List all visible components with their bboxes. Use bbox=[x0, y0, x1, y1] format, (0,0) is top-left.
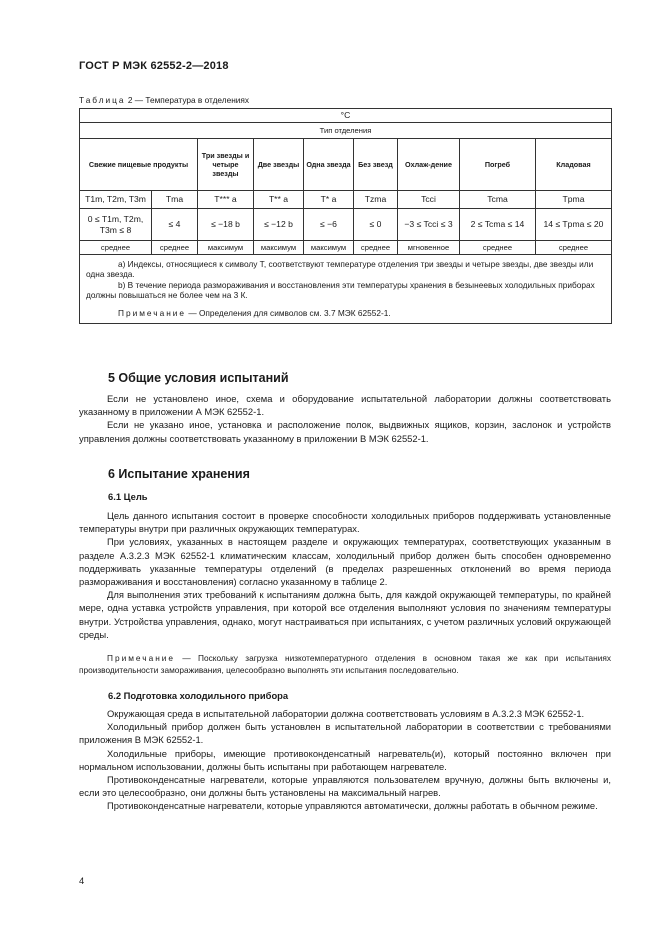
table-note-text: — Определения для символов см. 3.7 МЭК 62552-1. bbox=[186, 308, 391, 319]
table-unit: °C bbox=[80, 109, 612, 123]
table-group-header: Тип отделения bbox=[80, 123, 612, 139]
footnote-b: b) В течение периода размораживания и восстановления эти температуры хранения в безынеевых холодильных приборах должны повышаться не более чем на 3 К. bbox=[86, 279, 595, 301]
symbol-three-four-star: T*** a bbox=[198, 191, 254, 209]
value-fresh: 0 ≤ T1m, T2m, T3m ≤ 8 bbox=[80, 209, 152, 241]
symbol-two-star: T** a bbox=[254, 191, 304, 209]
section-6-1-note-label: Примечание bbox=[107, 653, 176, 663]
value-unfrozen: ≤ 4 bbox=[152, 209, 198, 241]
col-zero-star: Без звезд bbox=[354, 139, 398, 191]
section-6-1-body bbox=[79, 509, 611, 641]
kind-cellar: среднее bbox=[460, 241, 536, 255]
section-6-2-body bbox=[79, 707, 611, 813]
section-6-2-paragraph: Холодильный прибор должен быть установлен в испытательной лаборатории в соответствии с требованиями приложения В МЭК 62552-1. bbox=[79, 721, 611, 746]
symbol-one-star: T* a bbox=[304, 191, 354, 209]
table-note-label: Примечание bbox=[118, 308, 187, 319]
col-two-star: Две звезды bbox=[254, 139, 304, 191]
symbol-fresh: T1m, T2m, T3m bbox=[80, 191, 152, 209]
kind-zero-star: среднее bbox=[354, 241, 398, 255]
col-three-four-star: Три звезды и четыре звезды bbox=[198, 139, 254, 191]
value-pantry: 14 ≤ Tpma ≤ 20 bbox=[536, 209, 612, 241]
value-one-star: ≤ −6 bbox=[304, 209, 354, 241]
footnote-a: a) Индексы, относящиеся к символу T, соответствуют температуре отделения три звезды и четыре звезды, две звезды или одна звезда. bbox=[86, 259, 594, 280]
symbol-cellar: Tcma bbox=[460, 191, 536, 209]
table-caption-text: 2 — Температура в отделениях bbox=[125, 95, 250, 105]
kind-one-star: максимум bbox=[304, 241, 354, 255]
col-chill: Охлаж-дение bbox=[398, 139, 460, 191]
table-note bbox=[86, 308, 605, 318]
section-6-title: 6 Испытание хранения bbox=[108, 467, 250, 481]
kind-unfrozen: среднее bbox=[152, 241, 198, 255]
page-number: 4 bbox=[79, 875, 85, 886]
section-6-2-paragraph: Окружающая среда в испытательной лаборатории должна соответствовать условиям в А.3.2.3 МЭК 62552-1. bbox=[107, 708, 585, 719]
section-5-title: 5 Общие условия испытаний bbox=[108, 371, 289, 385]
kind-pantry: среднее bbox=[536, 241, 612, 255]
kind-two-star: максимум bbox=[254, 241, 304, 255]
section-5-paragraph: Если не указано иное, установка и расположение полок, выдвижных ящиков, корзин, заслонок и устройств управления должны соответствовать указанному в приложении В МЭК 62552-1. bbox=[79, 419, 611, 444]
table-footnotes bbox=[80, 255, 612, 324]
document-header: ГОСТ Р МЭК 62552-2—2018 bbox=[79, 60, 229, 72]
col-fresh-food: Свежие пищевые продукты bbox=[80, 139, 198, 191]
value-two-star: ≤ −12 b bbox=[254, 209, 304, 241]
kind-chill: мгновенное bbox=[398, 241, 460, 255]
symbol-chill: Tcci bbox=[398, 191, 460, 209]
col-pantry: Кладовая bbox=[536, 139, 612, 191]
section-6-1-title: 6.1 Цель bbox=[108, 491, 148, 502]
col-one-star: Одна звезда bbox=[304, 139, 354, 191]
section-6-2-paragraph: Противоконденсатные нагреватели, которые управляются пользователем вручную, должны быть включены и, если это целесообразно, они должны быть установлены на максимальный нагрев. bbox=[79, 774, 611, 799]
table-caption bbox=[79, 95, 249, 105]
section-6-1-paragraph: При условиях, указанных в настоящем разделе и окружающих температурах, соответствующих указанным в разделе А.3.2.3 МЭК 62552-1 климатическим классам, холодильный прибор должен быть способен одновременно поддерживать указанные температуры отделений (в пределах разрешенных отклонений во время периода размораживания и восстановления) согласно указанному в таблице 2. bbox=[79, 536, 611, 588]
temperature-table bbox=[79, 108, 612, 324]
section-6-1-paragraph: Цель данного испытания состоит в проверке способности холодильных приборов поддерживать установленные температуры внутри при различных окружающих температурах. bbox=[79, 510, 611, 535]
section-6-1-paragraph: Для выполнения этих требований к испытаниям должна быть, для каждой окружающей температуры, по крайней мере, одна уставка устройств управления, при которой все отделения выполняют условия по значениям температуры внутри. Устройства управления, однако, могут настраиваться при испытаниях, с учетом различных условий окружающей среды. bbox=[79, 589, 611, 640]
table-caption-label: Таблица bbox=[79, 95, 126, 105]
value-zero-star: ≤ 0 bbox=[354, 209, 398, 241]
value-cellar: 2 ≤ Tcma ≤ 14 bbox=[460, 209, 536, 241]
section-6-2-paragraph: Холодильные приборы, имеющие противоконденсатный нагреватель(и), который постоянно включен при нормальном использовании, должны быть испытаны при работающем нагревателе. bbox=[79, 747, 611, 772]
section-6-2-title: 6.2 Подготовка холодильного прибора bbox=[108, 690, 289, 701]
symbol-zero-star: Tzma bbox=[354, 191, 398, 209]
symbol-pantry: Tpma bbox=[536, 191, 612, 209]
section-6-1-note bbox=[79, 652, 611, 676]
section-6-1-note-text: — Поскольку загрузка низкотемпературного отделения в основном такая же как при испытаниях производительности замораживания, целесообразно выполнять эти испытания последовательно. bbox=[79, 653, 611, 675]
value-three-four-star: ≤ −18 b bbox=[198, 209, 254, 241]
section-5-body bbox=[79, 392, 611, 445]
kind-fresh: среднее bbox=[80, 241, 152, 255]
section-5-paragraph: Если не установлено иное, схема и оборудование испытательной лаборатории должны соответствовать указанному в приложении А МЭК 62552-1. bbox=[79, 393, 611, 418]
section-6-2-paragraph: Противоконденсатные нагреватели, которые управляются автоматически, должны работать в обычном режиме. bbox=[107, 800, 598, 812]
symbol-unfrozen: Tma bbox=[152, 191, 198, 209]
value-chill: −3 ≤ Tcci ≤ 3 bbox=[398, 209, 460, 241]
col-cellar: Погреб bbox=[460, 139, 536, 191]
kind-three-four-star: максимум bbox=[198, 241, 254, 255]
